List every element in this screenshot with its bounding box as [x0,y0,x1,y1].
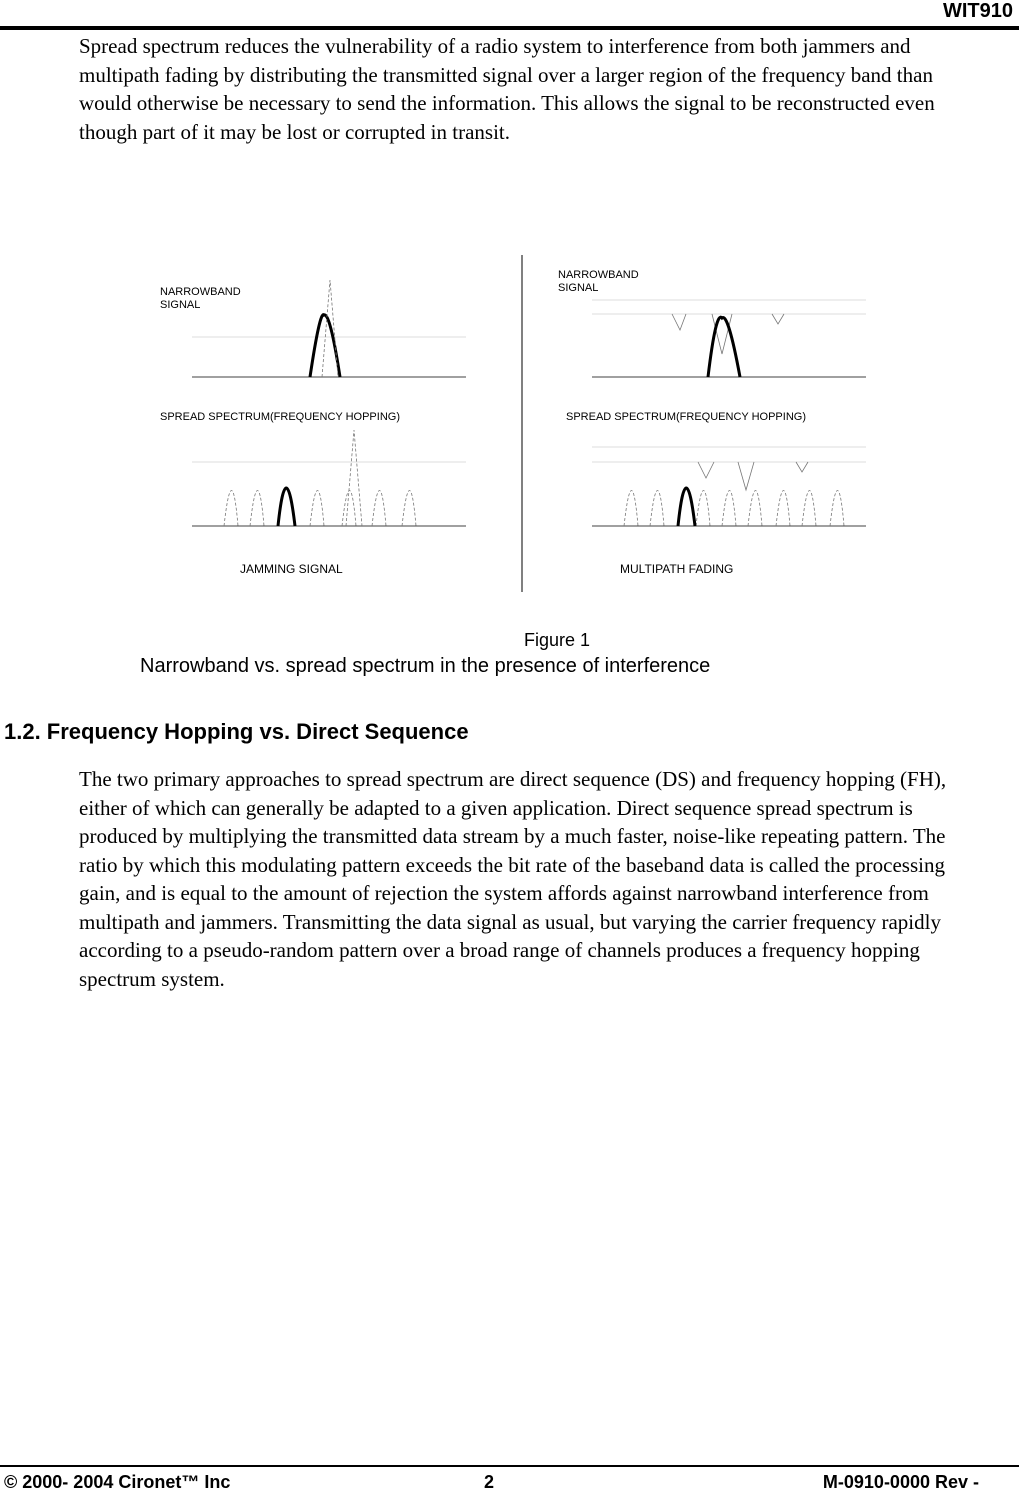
left-narrowband-label-1: NARROWBAND [160,286,241,298]
section-heading: 1.2. Frequency Hopping vs. Direct Sequence [4,719,469,744]
right-spread-label: SPREAD SPECTRUM(FREQUENCY HOPPING) [566,411,806,423]
footer-rule [0,1465,1019,1467]
left-bottom-label: JAMMING SIGNAL [240,562,343,576]
left-narrowband-label-2: SIGNAL [160,299,201,311]
left-active-hop-signal [278,488,295,526]
right-hop-channels [624,491,844,527]
right-narrowband-label-2: SIGNAL [558,282,599,294]
document-code: WIT910 [942,0,1013,22]
figure-caption-number: Figure 1 [524,630,591,650]
footer-page-number: 2 [484,1472,495,1492]
footer-copyright: © 2000- 2004 Cironet™ Inc [4,1472,231,1492]
right-active-hop-signal [678,488,695,526]
header-rule [0,26,1019,30]
right-narrowband-label-1: NARROWBAND [558,269,639,281]
left-spread-label: SPREAD SPECTRUM(FREQUENCY HOPPING) [160,411,400,423]
right-fading-notches-top [672,314,784,354]
intro-paragraph: Spread spectrum reduces the vulnerability of a radio system to interference from both jammers and multipath fading by distributing the transmitted signal over a larger region of the frequency band than would otherwise be necessary to send the information. This allows the signal to be reconstructed even though part of it may be lost or corrupted in transit. [79,34,935,144]
footer-document-number: M-0910-0000 Rev - [822,1472,979,1492]
right-bottom-label: MULTIPATH FADING [620,562,734,576]
section-paragraph: The two primary approaches to spread spectrum are direct sequence (DS) and frequency hopping (FH), either of which can generally be adapted to a given application. Direct sequence spread spectrum is produced by multiplying the transmitted data stream by a much faster, noise-like repeating pattern. The ratio by which this modulating pattern exceeds the bit rate of the baseband data is called the processing gain, and is equal to the amount of rejection the system affords against narrowband interference from multipath and jammers. Transmitting the data signal as usual, but varying the carrier frequency rapidly according to a pseudo-random pattern over a broad range of channels produces a frequency hopping spectrum system. [79,767,947,991]
left-hop-channels [224,430,416,526]
left-narrowband-signal [310,315,340,377]
right-fading-notches-bottom [698,462,808,490]
figure-caption-text: Narrowband vs. spread spectrum in the presence of interference [140,655,711,677]
interference-figure [150,250,870,600]
